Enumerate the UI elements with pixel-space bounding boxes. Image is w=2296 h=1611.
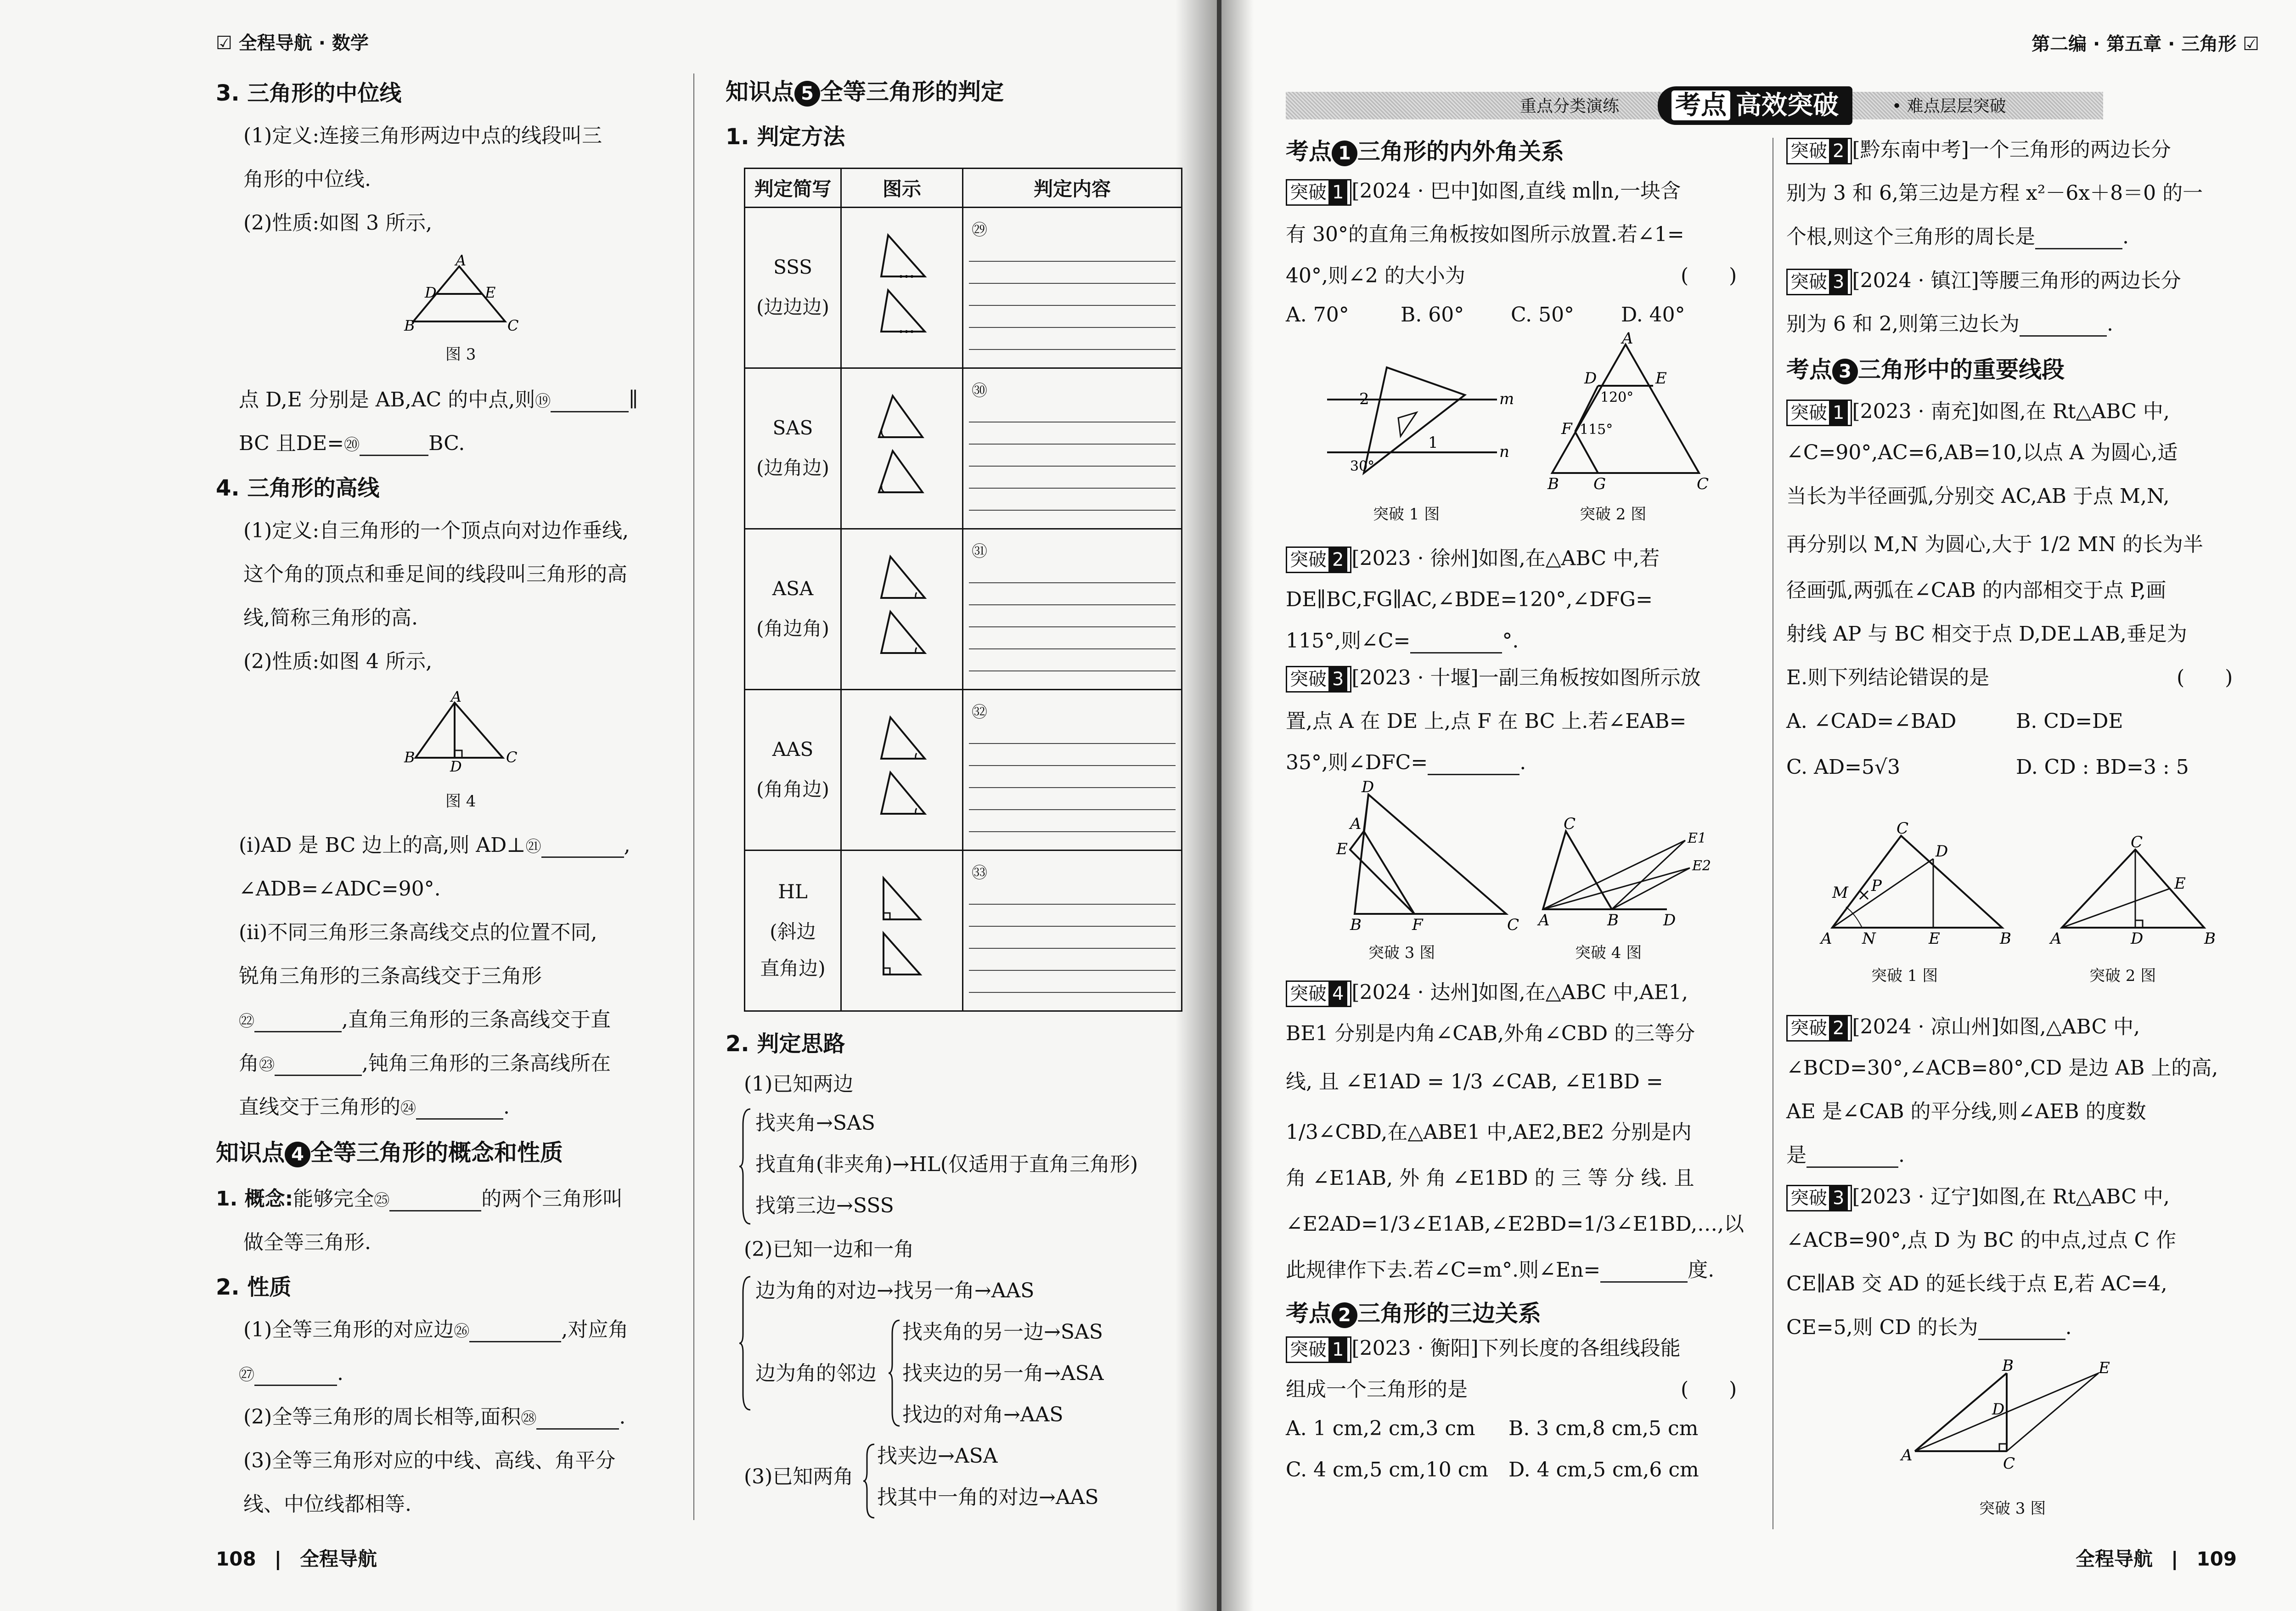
q4fig-label-c: C	[1564, 815, 1576, 833]
figure-q10-parallel	[1896, 1359, 2117, 1474]
t3b: 找其中一角的对边→AAS	[877, 1486, 1099, 1509]
q8fig-label-c: C	[1896, 819, 1909, 838]
q8-line2: ∠C=90°,AC=6,AB=10,以点 A 为圆心,适	[1786, 441, 2178, 464]
q2fig-label-c: C	[1697, 475, 1709, 493]
row-sss-content: ㉙	[963, 208, 1182, 368]
q1-line1: 突破 1 [2024 · 巴中]如图,直线 m∥n,一块含	[1286, 179, 1681, 206]
brace-icon	[739, 1274, 753, 1412]
q1-line2: 有 30°的直角三角板按如图所示放置.若∠1=	[1286, 223, 1684, 246]
fig-q9-caption: 突破 2 图	[2089, 967, 2156, 985]
fig4-label-a: A	[451, 688, 462, 705]
fig-q1-caption: 突破 1 图	[1373, 505, 1440, 524]
t1b: 找直角(非夹角)→HL(仅适用于直角三角形)	[755, 1153, 1138, 1176]
kd1-heading: 考点 1 三角形的内外角关系	[1286, 138, 1564, 166]
t2b1: 找夹角的另一边→SAS	[902, 1320, 1103, 1344]
thinking-title: 2. 判定思路	[726, 1031, 845, 1057]
q10fig-label-b: B	[2002, 1357, 2014, 1375]
q8fig-label-a: A	[1821, 929, 1832, 948]
q1-option-c: C. 50°	[1511, 303, 1575, 327]
banner-right: • 难点层层突破	[1892, 97, 2006, 116]
q5-option-d: D. 4 cm,5 cm,6 cm	[1508, 1458, 1699, 1481]
q1fig-label-n: n	[1499, 443, 1509, 461]
q8-option-a: A. ∠CAD=∠BAD	[1786, 710, 1957, 733]
q4-line6: ∠E2AD=1/3∠E1AB,∠E2BD=1/3∠E1BD,…,以	[1286, 1212, 1745, 1236]
right-gutter-shadow	[1221, 0, 1254, 1611]
fig-q8-caption: 突破 1 图	[1871, 967, 1938, 985]
q3fig-label-a: A	[1350, 815, 1362, 833]
q8fig-label-n: N	[1862, 929, 1876, 948]
q9fig-label-c: C	[2131, 833, 2143, 851]
knowledge-4-heading: 知识点 4 全等三角形的概念和性质	[216, 1139, 563, 1167]
t2b3: 找边的对角→AAS	[902, 1403, 1064, 1426]
row-sas-label: SAS (边角边)	[745, 368, 841, 529]
right-page-number: 109	[2196, 1548, 2237, 1570]
q8-option-d: D. CD : BD=3 : 5	[2016, 755, 2189, 779]
q9-line4: 是 .	[1786, 1143, 1905, 1167]
aas-triangles-icon	[865, 708, 939, 828]
banner-left: 重点分类演练	[1520, 97, 1620, 116]
s3-def: (1)定义:连接三角形两边中点的线段叫三	[243, 124, 602, 147]
fig-q4-caption: 突破 4 图	[1575, 944, 1642, 962]
s4-def1: (1)定义:自三角形的一个顶点向对边作垂线,	[243, 519, 629, 542]
q10fig-label-d: D	[1992, 1400, 2005, 1419]
q5-option-a: A. 1 cm,2 cm,3 cm	[1286, 1417, 1475, 1440]
t1-label: (1)已知两边	[744, 1072, 854, 1096]
q9-line2: ∠BCD=30°,∠ACB=80°,CD 是边 AB 上的高,	[1786, 1056, 2218, 1080]
q6-line3: 个根,则这个三角形的周长是 .	[1786, 225, 2129, 248]
brace-icon	[889, 1318, 902, 1428]
kd3-number: 3	[1832, 359, 1858, 384]
q1fig-label-30: 30°	[1350, 458, 1375, 474]
q8-line4: 再分别以 M,N 为圆心,大于 1/2 MN 的长为半	[1786, 533, 2203, 556]
brace-icon	[863, 1442, 877, 1520]
q2fig-label-a: A	[1622, 329, 1633, 348]
right-page	[1221, 0, 2296, 1611]
q4-line5: 角 ∠E1AB, 外 角 ∠E1BD 的 三 等 分 线. 且	[1286, 1166, 1694, 1190]
q4-line7: 此规律作下去.若∠C=m°.则∠En= 度.	[1286, 1258, 1715, 1282]
q3-line2: 置,点 A 在 DE 上,点 F 在 BC 上.若∠EAB=	[1286, 710, 1687, 733]
s4-ii-line3: ㉒ ,直角三角形的三条高线交于直	[239, 1008, 611, 1031]
fig4-label-d: D	[450, 758, 462, 775]
q8fig-label-e: E	[1929, 929, 1940, 948]
section-banner	[1286, 92, 2103, 119]
c2-p3: (3)全等三角形对应的中线、高线、角平分	[243, 1449, 616, 1472]
asa-triangles-icon	[865, 547, 939, 667]
table-row	[745, 368, 1182, 529]
fig-q2-caption: 突破 2 图	[1580, 505, 1647, 524]
row-sss-label: SSS (边边边)	[745, 208, 841, 368]
q9fig-label-d: D	[2131, 929, 2144, 948]
s4-ii-line5: 直线交于三角形的㉔ .	[239, 1095, 510, 1119]
right-footer: 全程导航 | 109	[2076, 1548, 2237, 1570]
q5-line1: 突破 1 [2023 · 衡阳]下列长度的各组线段能	[1286, 1336, 1681, 1363]
q3fig-label-b: B	[1350, 916, 1362, 934]
q2fig-label-g: G	[1593, 475, 1606, 493]
s4-title: 4. 三角形的高线	[216, 475, 380, 501]
q1-line3: 40°,则∠2 的大小为	[1286, 264, 1465, 287]
knowledge-4-number: 4	[285, 1142, 310, 1167]
fig3-label-a: A	[456, 252, 467, 269]
figure-q8-construction	[1818, 819, 2020, 951]
row-aas-content: ㉜	[963, 690, 1182, 851]
q3-line3: 35°,则∠DFC= .	[1286, 751, 1526, 774]
q5-option-c: C. 4 cm,5 cm,10 cm	[1286, 1458, 1489, 1481]
q3fig-label-e: E	[1336, 840, 1348, 858]
q2fig-label-d: D	[1584, 369, 1597, 388]
q8-option-b: B. CD=DE	[2016, 710, 2123, 733]
t1c: 找第三边→SSS	[755, 1194, 894, 1217]
q3-line1: 突破 3 [2023 · 十堰]一副三角板按如图所示放	[1286, 666, 1701, 693]
knowledge-5-heading: 知识点 5 全等三角形的判定	[726, 78, 1004, 107]
row-aas-label: AAS (角角边)	[745, 690, 841, 851]
s4-i-line1: (ⅰ)AD 是 BC 边上的高,则 AD⊥㉑ ,	[239, 834, 630, 857]
fig-q3-caption: 突破 3 图	[1368, 944, 1435, 962]
q9-line1: 突破 2 [2024 · 凉山州]如图,△ABC 中,	[1786, 1015, 2140, 1042]
kd1-number: 1	[1332, 141, 1357, 166]
t2b: 边为角的邻边	[755, 1362, 877, 1385]
table-row	[745, 208, 1182, 368]
row-sss-diagram	[841, 208, 963, 368]
q10-line3: CE∥AB 交 AD 的延长线于点 E,若 AC=4,	[1786, 1272, 2167, 1296]
figure-q9-altitude-bisector	[2048, 833, 2223, 951]
q9fig-label-b: B	[2204, 929, 2216, 948]
q1-option-b: B. 60°	[1401, 303, 1464, 327]
q1fig-label-1: 1	[1428, 434, 1438, 452]
right-header: 第二编 · 第五章 · 三角形 ☑	[2032, 34, 2259, 55]
kd3-heading: 考点 3 三角形中的重要线段	[1786, 356, 2065, 384]
figure-q1-parallel-lines	[1313, 358, 1514, 478]
fig-q10-caption: 突破 3 图	[1979, 1499, 2046, 1518]
fig3-label-e: E	[485, 284, 496, 301]
table-row	[745, 690, 1182, 851]
q1fig-label-2: 2	[1359, 390, 1369, 408]
q2fig-label-f: F	[1561, 420, 1572, 438]
figure-4-altitude	[404, 688, 523, 775]
q1-option-d: D. 40°	[1621, 303, 1685, 327]
q5-line2: 组成一个三角形的是	[1286, 1378, 1468, 1401]
s4-ii-line4: 角㉓ ,钝角三角形的三条高线所在	[239, 1052, 611, 1075]
s4-ii-line1: (ⅱ)不同三角形三条高线交点的位置不同,	[239, 921, 597, 944]
row-asa-label: ASA (角边角)	[745, 529, 841, 690]
t2b2: 找夹边的另一角→ASA	[902, 1362, 1104, 1385]
q10-line4: CE=5,则 CD 的长为 .	[1786, 1316, 2072, 1339]
q10-line1: 突破 3 [2023 · 辽宁]如图,在 Rt△ABC 中,	[1786, 1185, 2170, 1211]
s4-ii-line2: 锐角三角形的三条高线交于三角形	[239, 964, 542, 988]
left-page-number: 108	[216, 1548, 256, 1570]
c2-p1-cont: ㉗ .	[239, 1362, 343, 1385]
criteria-table-header	[745, 169, 1182, 208]
q8fig-label-p: P	[1871, 877, 1882, 895]
row-asa-diagram	[841, 529, 963, 690]
c2-p2: (2)全等三角形的周长相等,面积㉘ .	[243, 1405, 626, 1429]
fig3-label-b: B	[404, 317, 415, 334]
fig4-label-b: B	[404, 749, 415, 766]
q10fig-label-c: C	[2003, 1454, 2015, 1473]
knowledge-5-number: 5	[794, 81, 820, 107]
column-divider	[693, 73, 694, 1520]
t3-label: (3)已知两角	[744, 1465, 854, 1488]
q8-line5: 径画弧,两弧在∠CAB 的内部相交于点 P,画	[1786, 579, 2167, 602]
q3fig-label-f: F	[1412, 916, 1423, 934]
q8-line1: 突破 1 [2023 · 南充]如图,在 Rt△ABC 中,	[1786, 400, 2170, 426]
q4fig-label-e1: E1	[1688, 830, 1706, 846]
c1-line1: 1. 概念:能够完全㉕ 的两个三角形叫	[216, 1187, 623, 1211]
q2fig-label-b: B	[1548, 475, 1559, 493]
s3-line1: 点 D,E 分别是 AB,AC 的中点,则⑲ ∥	[239, 388, 638, 411]
left-footer: 108 | 全程导航	[216, 1548, 377, 1570]
t2a: 边为角的对边→找另一角→AAS	[755, 1279, 1035, 1302]
kd2-heading: 考点 2 三角形的三边关系	[1286, 1300, 1541, 1328]
brace-icon	[739, 1107, 753, 1226]
q2fig-label-120: 120°	[1600, 389, 1634, 406]
s3-def2: 角形的中位线.	[243, 168, 371, 191]
left-header: ☑ 全程导航 · 数学	[216, 33, 369, 54]
figure-q4-trisectors	[1538, 817, 1722, 928]
q5-paren: ( )	[1681, 1378, 1737, 1401]
t1a: 找夹角→SAS	[755, 1111, 875, 1135]
fig3-caption: 图 3	[445, 345, 476, 364]
q3fig-label-d: D	[1362, 778, 1374, 796]
q1-option-a: A. 70°	[1286, 303, 1349, 327]
row-hl-content: ㉝	[963, 851, 1182, 1011]
row-sas-content: ㉚	[963, 368, 1182, 529]
c2-title: 2. 性质	[216, 1274, 292, 1300]
c1-line2: 做全等三角形.	[243, 1231, 371, 1254]
kd2-number: 2	[1332, 1302, 1357, 1328]
q10fig-label-e: E	[2099, 1359, 2110, 1377]
figure-q3-set-squares	[1336, 778, 1529, 934]
sss-triangles-icon	[865, 226, 939, 345]
q2-line2: DE∥BC,FG∥AC,∠BDE=120°,∠DFG=	[1286, 588, 1653, 611]
q8fig-label-m: M	[1832, 884, 1848, 902]
figure-3-midline	[404, 252, 523, 335]
q8fig-label-d: D	[1936, 842, 1948, 861]
q4-line1: 突破 4 [2024 · 达州]如图,在△ABC 中,AE1,	[1286, 980, 1688, 1007]
method-title: 1. 判定方法	[726, 124, 845, 150]
th-diagram: 图示	[841, 169, 963, 208]
row-sas-diagram	[841, 368, 963, 529]
s3-prop: (2)性质:如图 3 所示,	[243, 211, 433, 235]
q2fig-label-e: E	[1655, 369, 1667, 388]
criteria-table	[744, 168, 1182, 1012]
figure-q2-triangle	[1534, 329, 1717, 493]
banner-center: 考点 高效突破	[1658, 86, 1852, 125]
row-asa-content: ㉛	[963, 529, 1182, 690]
q7-line2: 别为 6 和 2,则第三边长为 .	[1786, 312, 2113, 336]
fig3-label-d: D	[425, 284, 437, 301]
s4-i-line2: ∠ADB=∠ADC=90°.	[239, 877, 441, 901]
q4-line2: BE1 分别是内角∠CAB,外角∠CBD 的三等分	[1286, 1022, 1695, 1045]
q1fig-label-m: m	[1499, 390, 1514, 408]
table-row	[745, 529, 1182, 690]
q6-line2: 别为 3 和 6,第三边是方程 x²－6x＋8＝0 的一	[1786, 181, 2203, 205]
t3a: 找夹边→ASA	[877, 1444, 998, 1468]
fig4-label-c: C	[506, 749, 518, 766]
th-content: 判定内容	[963, 169, 1182, 208]
fig4-caption: 图 4	[445, 792, 476, 811]
q9-line3: AE 是∠CAB 的平分线,则∠AEB 的度数	[1786, 1100, 2146, 1123]
q8fig-label-b: B	[2000, 929, 2011, 948]
s3-title: 3. 三角形的中位线	[216, 80, 402, 106]
hl-triangles-icon	[865, 869, 939, 988]
row-hl-label: HL (斜边 直角边)	[745, 851, 841, 1011]
t2-label: (2)已知一边和一角	[744, 1238, 914, 1261]
s3-line2: BC 且DE=⑳ BC.	[239, 432, 465, 455]
q2-line1: 突破 2 [2023 · 徐州]如图,在△ABC 中,若	[1286, 546, 1660, 573]
c2-p1: (1)全等三角形的对应边㉖ ,对应角	[243, 1318, 629, 1341]
q8-line3: 当长为半径画弧,分别交 AC,AB 于点 M,N,	[1786, 484, 2170, 508]
q9fig-label-a: A	[2050, 929, 2062, 948]
s4-def3: 线,简称三角形的高.	[243, 606, 418, 630]
q10-line2: ∠ACB=90°,点 D 为 BC 的中点,过点 C 作	[1786, 1228, 2177, 1252]
q6-line1: 突破 2 [黔东南中考]一个三角形的两边长分	[1786, 138, 2171, 164]
q4fig-label-d: D	[1663, 911, 1676, 929]
q10fig-label-a: A	[1901, 1446, 1913, 1465]
q2-line3: 115°,则∠C= °.	[1286, 629, 1519, 653]
q8-paren: ( )	[2177, 666, 2233, 689]
q4-line4: 1/3∠CBD,在△ABE1 中,AE2,BE2 分别是内	[1286, 1121, 1692, 1144]
q4fig-label-e2: E2	[1692, 858, 1711, 874]
q7-line1: 突破 3 [2024 · 镇江]等腰三角形的两边长分	[1786, 269, 2181, 295]
q9fig-label-e: E	[2174, 874, 2186, 893]
sas-triangles-icon	[865, 387, 939, 506]
fig3-label-c: C	[507, 317, 519, 334]
q8-option-c: C. AD=5√3	[1786, 755, 1901, 779]
q1-paren: ( )	[1681, 264, 1737, 287]
s4-prop: (2)性质:如图 4 所示,	[243, 650, 433, 673]
table-row	[745, 851, 1182, 1011]
q3fig-label-c: C	[1507, 916, 1519, 934]
s4-def2: 这个角的顶点和垂足间的线段叫三角形的高	[243, 563, 627, 586]
th-abbr: 判定简写	[745, 169, 841, 208]
q5-option-b: B. 3 cm,8 cm,5 cm	[1508, 1417, 1699, 1440]
c2-p4: 线、中位线都相等.	[243, 1493, 411, 1516]
row-aas-diagram	[841, 690, 963, 851]
q4-line3: 线, 且 ∠E1AD = 1/3 ∠CAB, ∠E1BD =	[1286, 1070, 1663, 1093]
row-hl-diagram	[841, 851, 963, 1011]
q8-line7: E.则下列结论错误的是	[1786, 666, 1990, 689]
q2fig-label-115: 115°	[1580, 422, 1613, 438]
q4fig-label-b: B	[1607, 911, 1619, 929]
q4fig-label-a: A	[1538, 911, 1550, 929]
q8-line6: 射线 AP 与 BC 相交于点 D,DE⊥AB,垂足为	[1786, 622, 2187, 646]
